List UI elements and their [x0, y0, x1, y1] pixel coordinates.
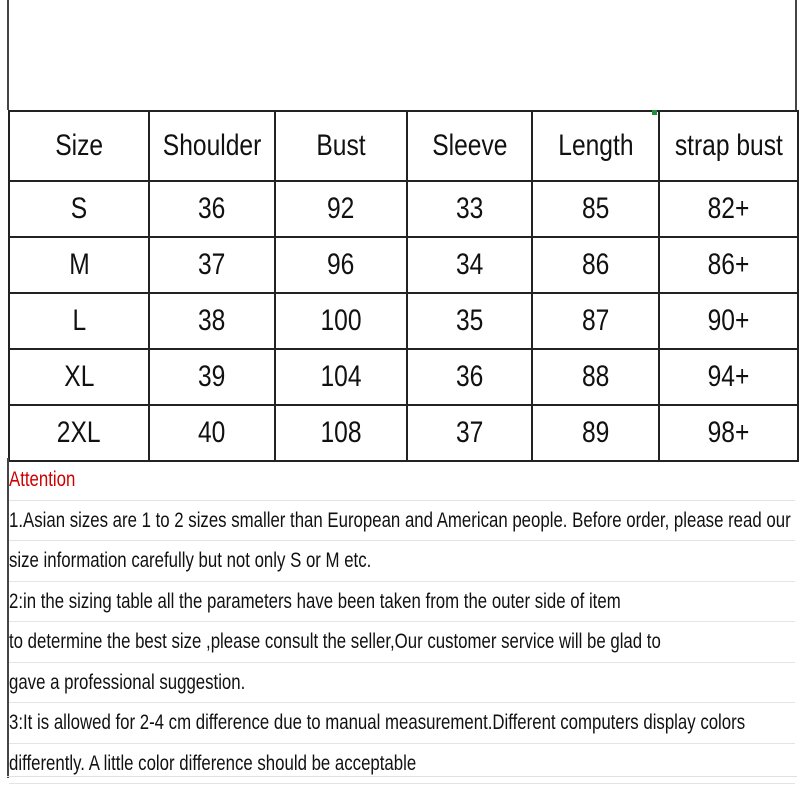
table-header-row [9, 111, 798, 181]
cell-comment-marker [652, 110, 657, 115]
table-row [9, 349, 798, 405]
cell-strap-bust: 94+ [659, 349, 798, 405]
cell-sleeve: 35 [407, 293, 532, 349]
cell-shoulder: 40 [149, 405, 275, 461]
header-shoulder: Shoulder [149, 111, 275, 181]
attention-label: Attention [9, 468, 76, 491]
cell-length: 87 [532, 293, 659, 349]
bottom-rule [7, 776, 797, 777]
note-line: 2:in the sizing table all the parameters have been taken from the outer side of item [9, 582, 795, 623]
right-border [795, 0, 797, 110]
cell-length: 86 [532, 237, 659, 293]
cell-length: 85 [532, 181, 659, 237]
cell-sleeve: 37 [407, 405, 532, 461]
table-row [9, 293, 798, 349]
header-strap-bust: strap bust [659, 111, 798, 181]
header-bust: Bust [275, 111, 407, 181]
cell-bust: 92 [275, 181, 407, 237]
cell-shoulder: 36 [149, 181, 275, 237]
cell-size: XL [9, 349, 149, 405]
cell-shoulder: 39 [149, 349, 275, 405]
header-size: Size [9, 111, 149, 181]
empty-header-area [0, 0, 800, 110]
cell-bust: 96 [275, 237, 407, 293]
cell-bust: 108 [275, 405, 407, 461]
cell-sleeve: 33 [407, 181, 532, 237]
cell-strap-bust: 90+ [659, 293, 798, 349]
note-line: 3:It is allowed for 2-4 cm difference due to manual measurement.Different computers display colors [9, 703, 795, 744]
cell-length: 88 [532, 349, 659, 405]
note-line: gave a professional suggestion. [9, 663, 795, 704]
cell-bust: 100 [275, 293, 407, 349]
table-row [9, 405, 798, 461]
cell-size: M [9, 237, 149, 293]
note-line: size information carefully but not only S or M etc. [9, 541, 795, 582]
note-line: differently. A little color difference should be acceptable [9, 744, 795, 785]
attention-heading [9, 460, 795, 501]
left-border [7, 0, 9, 110]
cell-strap-bust: 98+ [659, 405, 798, 461]
notes-section [9, 460, 795, 784]
cell-bust: 104 [275, 349, 407, 405]
cell-strap-bust: 82+ [659, 181, 798, 237]
table-row [9, 237, 798, 293]
table-row [9, 181, 798, 237]
cell-size: S [9, 181, 149, 237]
header-sleeve: Sleeve [407, 111, 532, 181]
header-length: Length [532, 111, 659, 181]
note-line: to determine the best size ,please consult the seller,Our customer service will be glad to [9, 622, 795, 663]
cell-size: L [9, 293, 149, 349]
cell-sleeve: 34 [407, 237, 532, 293]
cell-length: 89 [532, 405, 659, 461]
cell-shoulder: 37 [149, 237, 275, 293]
note-line: 1.Asian sizes are 1 to 2 sizes smaller than European and American people. Before order, please read our [9, 501, 795, 542]
size-chart-table [8, 110, 799, 462]
cell-strap-bust: 86+ [659, 237, 798, 293]
cell-sleeve: 36 [407, 349, 532, 405]
cell-size: 2XL [9, 405, 149, 461]
cell-shoulder: 38 [149, 293, 275, 349]
